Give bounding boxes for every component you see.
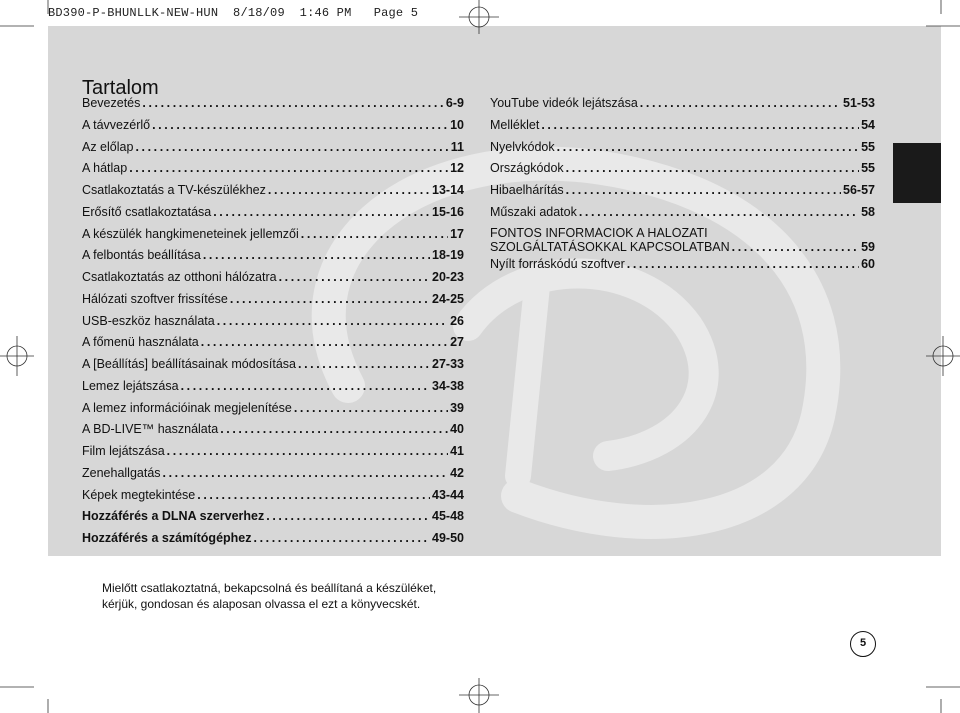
toc-entry-page: 43-44	[432, 487, 464, 502]
toc-entry-title: A [Beállítás] beállításainak módosítása	[82, 357, 297, 371]
toc-entry-title-line: SZOLGÁLTATÁSOKKAL KAPCSOLATBAN	[490, 239, 730, 254]
toc-entry-title: Csatlakoztatás a TV-készülékhez	[82, 183, 266, 197]
toc-entry-title: A felbontás beállítása	[82, 248, 201, 263]
toc-entry-title: Hozzáférés a számítógéphez	[82, 531, 252, 545]
page-title: Tartalom	[82, 77, 159, 100]
registration-mark-icon	[0, 336, 34, 376]
toc-entry-page: 59	[861, 239, 875, 254]
toc-entry-page: 60	[861, 256, 875, 271]
toc-entry-page: 55	[861, 161, 875, 176]
toc-entry-page: 15-16	[432, 204, 464, 219]
toc-entry-title: Hozzáférés a DLNA szerverhez	[82, 509, 265, 524]
toc-entry-title: Melléklet	[490, 117, 540, 132]
toc-entry-title: A távvezérlő	[82, 117, 151, 132]
print-date: 8/18/09	[233, 6, 285, 20]
toc-entry-title: A lemez információinak megjelenítése	[82, 400, 292, 415]
toc-entry-page: 45-48	[432, 509, 464, 524]
toc-entry-page: 54	[861, 117, 875, 132]
toc-entry-title: Csatlakoztatás az otthoni hálózatra	[82, 270, 277, 284]
toc-entry-page: 17	[450, 226, 464, 241]
toc-entry-title: A BD-LIVE™ használata	[82, 422, 219, 437]
toc-entry-title: Hálózati szoftver frissítése	[82, 291, 228, 306]
toc-entry-page: 39	[450, 400, 464, 415]
print-page-label: Page 5	[373, 6, 419, 20]
toc-entry-page: 18-19	[432, 248, 464, 263]
registration-mark-icon	[459, 678, 499, 713]
toc-entry-page: 40	[450, 422, 464, 437]
toc-entry-title: A hátlap	[82, 161, 128, 176]
toc-entry-page: 55	[861, 139, 875, 154]
toc-entry-title: Hibaelhárítás	[490, 183, 564, 197]
toc-entry-title: Film lejátszása	[82, 444, 165, 458]
toc-entry-title: Lemez lejátszása	[82, 378, 179, 393]
toc-entry-page: 10	[450, 117, 464, 132]
toc-entry-title: Országkódok	[490, 161, 564, 176]
toc-entry-page: 26	[450, 313, 464, 328]
toc-entry-page: 27-33	[432, 357, 464, 371]
toc-entry-title-line: FONTOS INFORMÁCIÓK A HÁLÓZATI	[490, 226, 708, 240]
toc-entry-title: YouTube videók lejátszása	[490, 96, 638, 110]
toc-entry-title: Nyelvkódok	[490, 139, 555, 154]
toc-entry-page: 20-23	[432, 270, 464, 284]
intro-note: Mielőtt csatlakoztatná, bekapcsolná és beállítaná a készüléket, kérjük, gondosan és alaposan olvassa el ezt a könyvecskét.	[102, 581, 437, 611]
toc-entry-title: Bevezetés	[82, 96, 141, 110]
toc-entry-page: 27	[450, 335, 464, 350]
toc-entry-page: 49-50	[432, 531, 464, 545]
toc-entry-title: Képek megtekintése	[82, 487, 196, 502]
toc-entry-page: 51-53	[843, 96, 875, 110]
toc-entry-title: Az előlap	[82, 139, 134, 154]
toc-entry-title: Műszaki adatok	[490, 204, 577, 219]
registration-mark-icon	[459, 0, 499, 34]
toc-entry-title: A készülék hangkimeneteinek jellemzői	[82, 226, 299, 241]
print-time: 1:46 PM	[299, 6, 352, 20]
toc-entry-title: A főmenü használata	[82, 335, 199, 350]
toc-entry-title: USB-eszköz használata	[82, 313, 215, 328]
toc-entry-page: 41	[450, 444, 464, 458]
toc-entry-page: 42	[450, 465, 464, 480]
print-filename: BD390-P-BHUNLLK-NEW-HUN	[48, 6, 219, 20]
toc-entry-title: Erősítő csatlakoztatása	[82, 204, 212, 219]
toc-entry-page: 11	[450, 139, 464, 154]
toc-entry-page: 12	[450, 161, 464, 176]
toc-entry-page: 56-57	[843, 183, 875, 197]
toc-entry-page: 34-38	[432, 378, 464, 393]
toc-entry-page: 6-9	[445, 96, 464, 110]
toc-entry-title: Nyílt forráskódú szoftver	[490, 256, 625, 271]
registration-mark-icon	[926, 336, 960, 376]
toc-entry-page: 13-14	[432, 183, 464, 197]
toc-entry-title: Zenehallgatás	[82, 465, 161, 480]
toc-entry-page: 58	[861, 204, 875, 219]
toc-entry-page: 24-25	[432, 291, 464, 306]
page-number-badge: 5	[850, 631, 876, 657]
